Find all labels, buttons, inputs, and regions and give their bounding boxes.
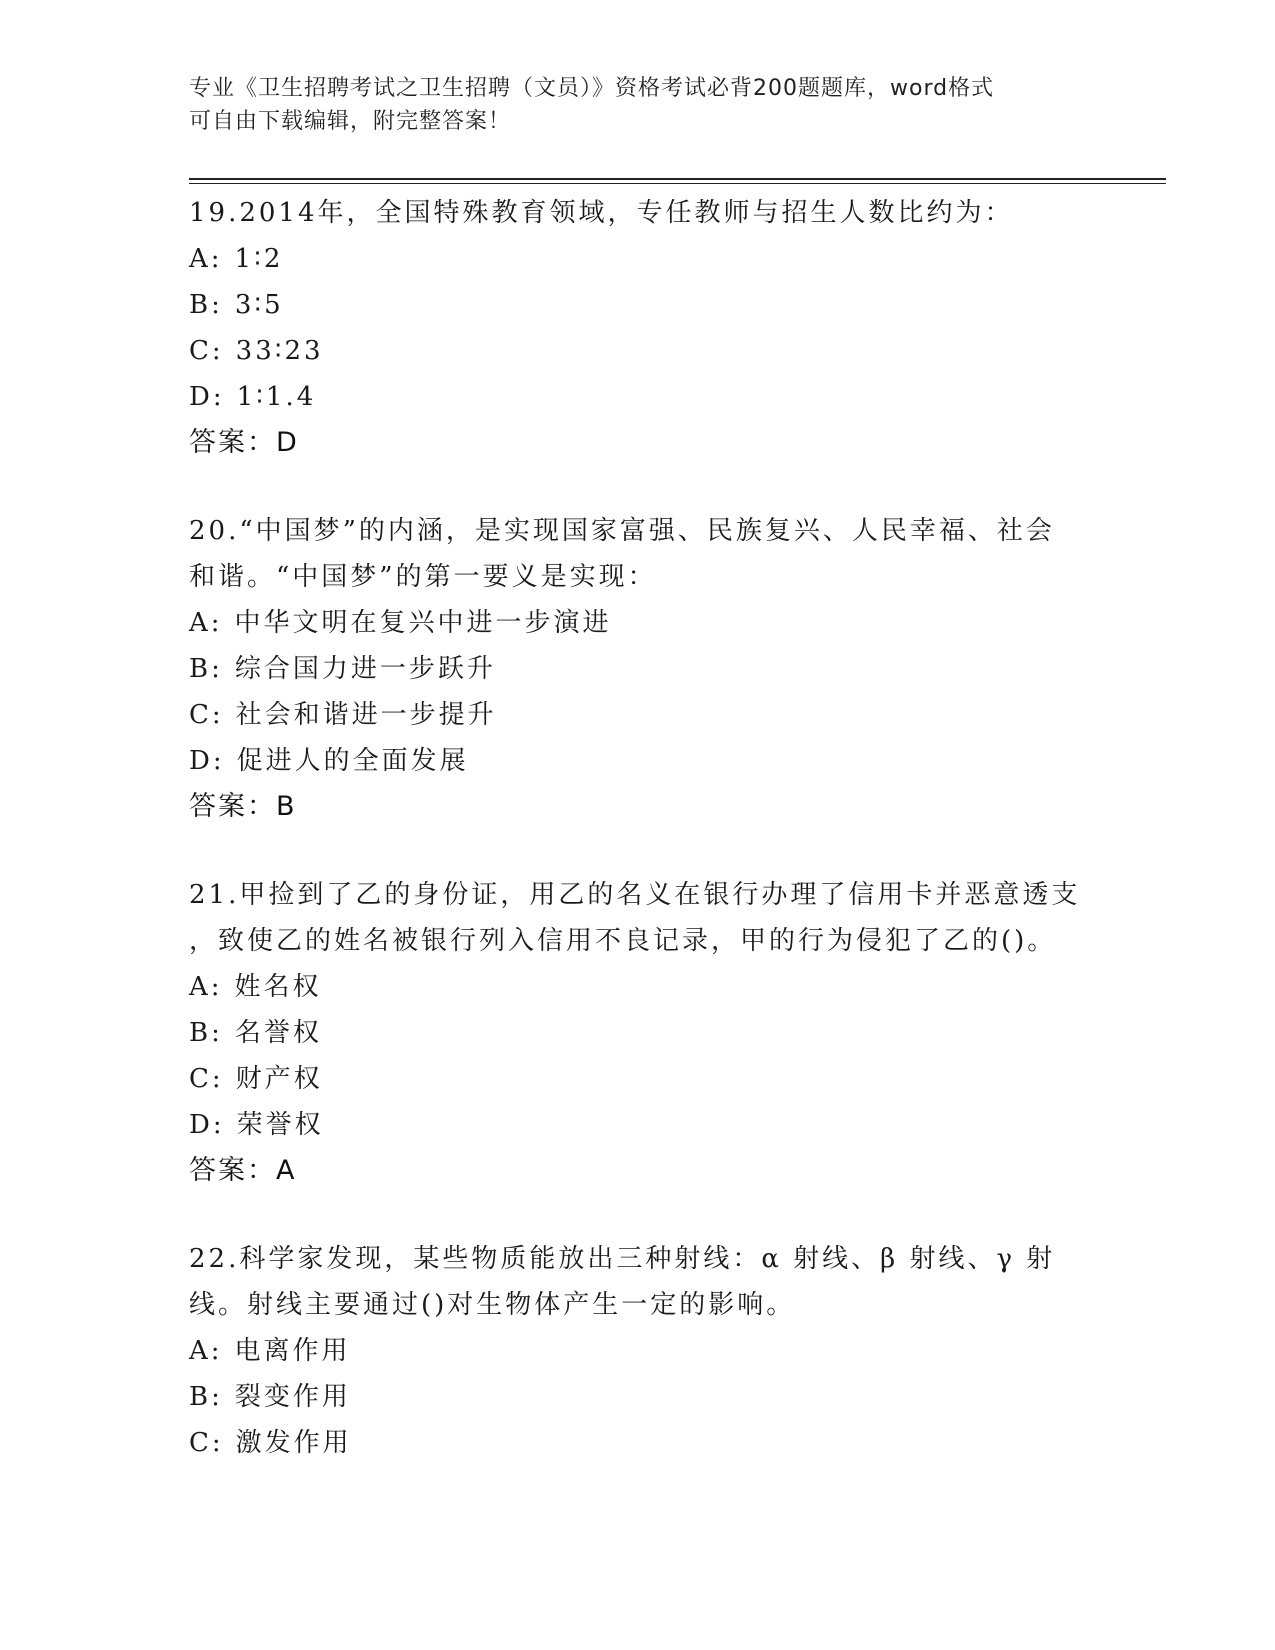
answer-line: 答案：A (189, 1155, 297, 1186)
option-text: 1∶1.4 (236, 382, 317, 412)
option-b (189, 282, 1089, 328)
option-a (189, 1328, 1089, 1374)
option-b (189, 646, 1089, 692)
option-text: 中华文明在复兴中进一步演进 (234, 608, 612, 638)
answer-line: 答案：D (189, 427, 299, 458)
option-a (189, 600, 1089, 646)
option-c (189, 328, 1089, 374)
option-key: D: (189, 1110, 225, 1140)
option-text: 社会和谐进一步提升 (235, 700, 497, 730)
option-key: B: (189, 654, 223, 684)
option-key: D: (189, 746, 225, 776)
option-b (189, 1010, 1089, 1056)
option-key: A: (189, 1336, 223, 1366)
option-d (189, 374, 1089, 420)
option-d (189, 738, 1089, 784)
option-text: 综合国力进一步跃升 (234, 654, 496, 684)
option-key: A: (189, 244, 223, 274)
option-text: 电离作用 (234, 1336, 351, 1366)
question-stem (189, 508, 1089, 600)
question-19 (189, 190, 1089, 466)
stem-line: 21.甲捡到了乙的身份证，用乙的名义在银行办理了信用卡并恶意透支 (189, 880, 1081, 910)
option-key: B: (189, 1018, 223, 1048)
stem-line: 20.“中国梦”的内涵，是实现国家富强、民族复兴、人民幸福、社会 (189, 516, 1055, 546)
stem-line: ，致使乙的姓名被银行列入信用不良记录，甲的行为侵犯了乙的()。 (189, 926, 1057, 956)
option-text: 荣誉权 (236, 1110, 324, 1140)
option-text: 裂变作用 (234, 1382, 351, 1412)
stem-line: 22.科学家发现，某些物质能放出三种射线：α 射线、β 射线、γ 射 (189, 1244, 1056, 1274)
stem-line: 19.2014年，全国特殊教育领域，专任教师与招生人数比约为： (189, 198, 1014, 228)
option-c (189, 1056, 1089, 1102)
option-text: 33∶23 (235, 336, 324, 366)
option-text: 激发作用 (235, 1428, 352, 1458)
option-d (189, 1102, 1089, 1148)
header-line-1: 专业《卫生招聘考试之卫生招聘（文员）》资格考试必背200题题库，word格式 (189, 76, 995, 101)
question-21 (189, 872, 1089, 1194)
stem-line: 和谐。“中国梦”的第一要义是实现： (189, 562, 657, 592)
option-a (189, 236, 1089, 282)
question-stem (189, 1236, 1089, 1328)
option-text: 3∶5 (234, 290, 284, 320)
option-b (189, 1374, 1089, 1420)
option-key: A: (189, 608, 223, 638)
option-text: 名誉权 (234, 1018, 322, 1048)
option-key: B: (189, 290, 223, 320)
option-key: D: (189, 382, 225, 412)
option-c (189, 692, 1089, 738)
stem-line: 线。射线主要通过()对生物体产生一定的影响。 (189, 1290, 796, 1320)
option-a (189, 964, 1089, 1010)
option-key: C: (189, 1428, 224, 1458)
question-22 (189, 1236, 1089, 1466)
option-key: C: (189, 700, 224, 730)
option-text: 姓名权 (234, 972, 322, 1002)
option-key: C: (189, 1064, 224, 1094)
option-key: B: (189, 1382, 223, 1412)
option-text: 1∶2 (234, 244, 284, 274)
header-divider (189, 178, 1166, 184)
answer-line: 答案：B (189, 791, 297, 822)
question-stem (189, 190, 1089, 236)
option-key: A: (189, 972, 223, 1002)
option-key: C: (189, 336, 224, 366)
option-text: 财产权 (235, 1064, 323, 1094)
question-20 (189, 508, 1089, 830)
document-header (189, 72, 1069, 138)
question-stem (189, 872, 1089, 964)
option-text: 促进人的全面发展 (236, 746, 469, 776)
header-line-2: 可自由下载编辑，附完整答案！ (189, 109, 512, 134)
option-c (189, 1420, 1089, 1466)
question-list (189, 190, 1089, 1508)
